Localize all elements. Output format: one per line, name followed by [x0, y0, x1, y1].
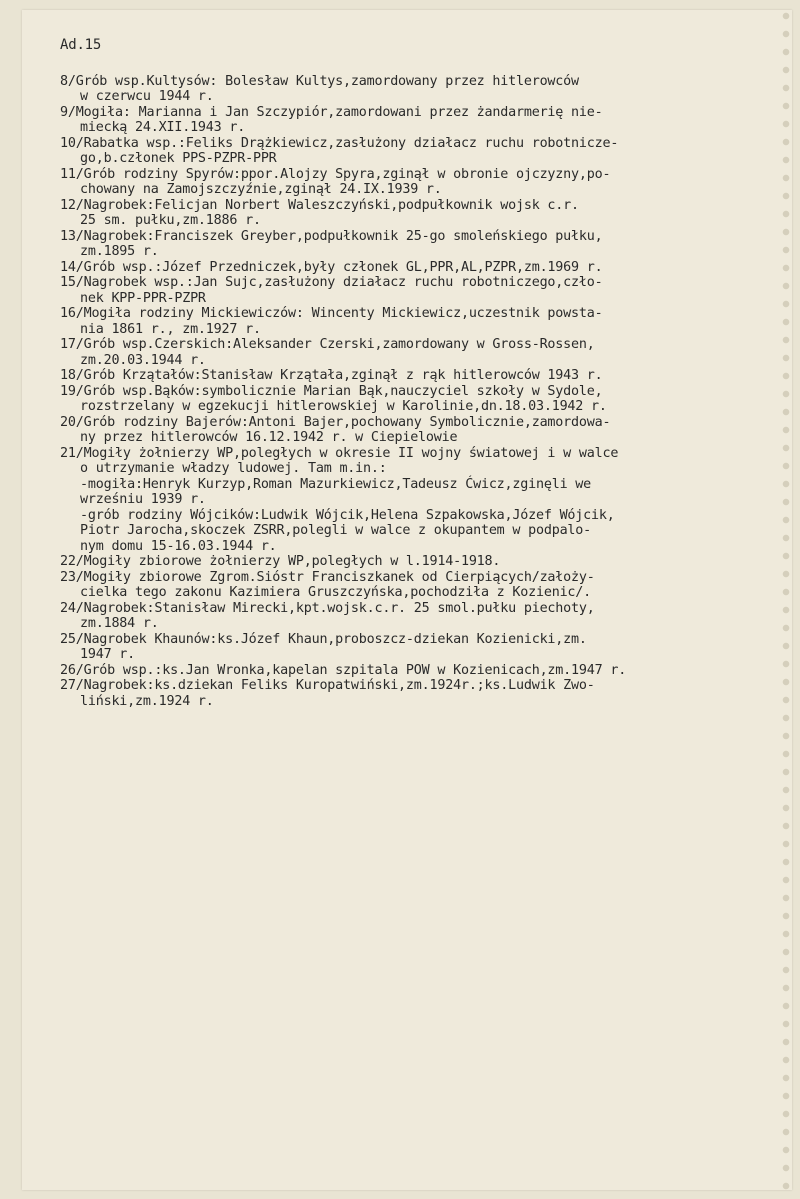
entry-continuation: -mogiła:Henryk Kurzyp,Roman Mazurkiewicz,Tadeusz Ćwicz,zginęli we [80, 476, 592, 492]
entry-continuation: 1947 r. [80, 647, 136, 662]
entry-list [60, 74, 780, 710]
entry-line: 14/Grób wsp.:Józef Przedniczek,były członek GL,PPR,AL,PZPR,zm.1969 r. [60, 259, 603, 275]
list-item [60, 198, 780, 229]
entry-continuation: nek KPP-PPR-PZPR [80, 290, 206, 306]
list-item [60, 105, 780, 136]
list-item [60, 601, 780, 632]
entry-continuation: nia 1861 r., zm.1927 r. [80, 321, 261, 337]
entry-line: 18/Grób Krzątałów:Stanisław Krzątała,zginął z rąk hitlerowców 1943 r. [60, 368, 603, 383]
entry-continuation: o utrzymanie władzy ludowej. Tam m.in.: [80, 461, 387, 476]
entry-line: 12/Nagrobek:Felicjan Norbert Waleszczyński,podpułkownik wojsk c.r. [60, 197, 579, 213]
list-item [60, 306, 780, 337]
document-body [60, 38, 780, 709]
list-item [60, 167, 780, 198]
entry-line: 23/Mogiły zbiorowe Zgrom.Sióstr Franciszkanek od Cierpiących/założy- [60, 569, 595, 585]
list-item [60, 554, 780, 570]
list-item [60, 570, 780, 601]
entry-continuation: Piotr Jarocha,skoczek ZSRR,polegli w walce z okupantem w podpalo- [80, 523, 592, 538]
entry-continuation: 25 sm. pułku,zm.1886 r. [80, 213, 261, 228]
list-item [60, 229, 780, 260]
entry-continuation: nym domu 15-16.03.1944 r. [80, 538, 277, 554]
perforated-edge [780, 10, 792, 1190]
entry-continuation: ny przez hitlerowców 16.12.1942 r. w Ciepielowie [80, 430, 458, 445]
entry-continuation: go,b.członek PPS-PZPR-PPR [80, 151, 277, 166]
list-item [60, 678, 780, 709]
list-item [60, 384, 780, 415]
entry-line: 24/Nagrobek:Stanisław Mirecki,kpt.wojsk.c.r. 25 smol.pułku piechoty, [60, 600, 595, 616]
entry-line: 22/Mogiły zbiorowe żołnierzy WP,poległych w l.1914-1918. [60, 554, 501, 569]
entry-line: 27/Nagrobek:ks.dziekan Feliks Kuropatwiński,zm.1924r.;ks.Ludwik Zwo- [60, 678, 595, 693]
entry-continuation: rozstrzelany w egzekucji hitlerowskiej w Karolinie,dn.18.03.1942 r. [80, 399, 607, 414]
entry-continuation: liński,zm.1924 r. [80, 693, 214, 709]
entry-line: 9/Mogiła: Marianna i Jan Szczypiór,zamordowani przez żandarmerię nie- [60, 104, 603, 120]
list-item [60, 74, 780, 105]
entry-line: 20/Grób rodziny Bajerów:Antoni Bajer,pochowany Symbolicznie,zamordowa- [60, 414, 611, 430]
entry-line: 10/Rabatka wsp.:Feliks Drążkiewicz,zasłużony działacz ruchu robotnicze- [60, 135, 619, 151]
entry-continuation: zm.20.03.1944 r. [80, 352, 206, 368]
entry-line: 25/Nagrobek Khaunów:ks.Józef Khaun,proboszcz-dziekan Kozienicki,zm. [60, 631, 587, 647]
entry-continuation: w czerwcu 1944 r. [80, 89, 214, 104]
entry-line: 21/Mogiły żołnierzy WP,poległych w okresie II wojny światowej i w walce [60, 445, 619, 461]
entry-line: 11/Grób rodziny Spyrów:ppor.Alojzy Spyra,zginął w obronie ojczyzny,po- [60, 166, 611, 182]
entry-continuation: miecką 24.XII.1943 r. [80, 120, 246, 135]
entry-line: 8/Grób wsp.Kultysów: Bolesław Kultys,zamordowany przez hitlerowców [60, 73, 579, 89]
entry-continuation: -grób rodziny Wójcików:Ludwik Wójcik,Helena Szpakowska,Józef Wójcik, [80, 507, 615, 523]
entry-continuation: cielka tego zakonu Kazimiera Gruszczyńska,pochodziła z Kozienic/. [80, 585, 592, 600]
entry-line: 26/Grób wsp.:ks.Jan Wronka,kapelan szpitala POW w Kozienicach,zm.1947 r. [60, 662, 627, 678]
list-item [60, 260, 780, 276]
list-item [60, 446, 780, 555]
list-item [60, 632, 780, 663]
list-item [60, 415, 780, 446]
entry-continuation: chowany na Zamojszczyźnie,zginął 24.IX.1939 r. [80, 182, 442, 197]
entry-continuation: zm.1895 r. [80, 244, 159, 259]
list-item [60, 136, 780, 167]
list-item [60, 275, 780, 306]
list-item [60, 368, 780, 384]
entry-line: 15/Nagrobek wsp.:Jan Sujc,zasłużony działacz ruchu robotniczego,czło- [60, 275, 603, 290]
entry-continuation: wrześniu 1939 r. [80, 492, 206, 507]
list-item [60, 663, 780, 679]
entry-line: 17/Grób wsp.Czerskich:Aleksander Czerski,zamordowany w Gross-Rossen, [60, 337, 595, 352]
document-sheet [22, 10, 792, 1190]
entry-line: 13/Nagrobek:Franciszek Greyber,podpułkownik 25-go smoleńskiego pułku, [60, 228, 603, 244]
entry-line: 19/Grób wsp.Bąków:symbolicznie Marian Bąk,nauczyciel szkoły w Sydole, [60, 383, 603, 399]
document-header: Ad.15 [60, 37, 102, 53]
entry-line: 16/Mogiła rodziny Mickiewiczów: Wincenty Mickiewicz,uczestnik powsta- [60, 306, 603, 321]
list-item [60, 337, 780, 368]
entry-continuation: zm.1884 r. [80, 616, 159, 631]
